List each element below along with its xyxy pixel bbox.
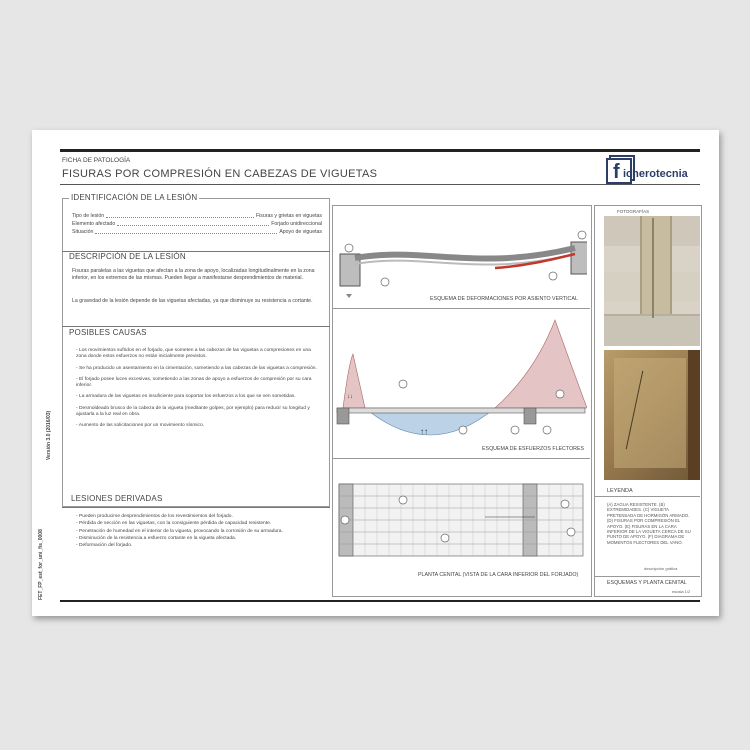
descripcion-title: DESCRIPCIÓN DE LA LESIÓN [69,252,186,261]
derivada-item: - Penetración de humedad en el interior de la vigueta, provocando la corrosión de su armadura. [76,528,283,534]
id-row-value: Apoyo de viguetas [279,229,322,235]
ficha-label: FICHA DE PATOLOGÍA [62,157,131,164]
bending-caption: ESQUEMA DE ESFUERZOS FLECTORES [482,446,585,452]
derivadas-list [76,514,326,550]
leyenda-note: descripción gráfica [644,566,678,571]
svg-text:↑↑: ↑↑ [420,427,428,436]
svg-text:↓↓: ↓↓ [347,394,353,400]
page-title: FISURAS POR COMPRESIÓN EN CABEZAS DE VIGUETAS [62,168,378,180]
plan-caption: PLANTA CENITAL (VISTA DE LA CARA INFERIOR DEL FORJADO) [418,572,579,578]
cause-item: - Los movimientos sufridos en el forjado, que someten a las cabezas de las viguetas a compresiones en una zona donde estos esfuerzos no están inicialmente previstos. [76,348,311,360]
descripcion-p2: La gravedad de la lesión depende de las viguetas afectadas, ya que disminuye su resistencia a cortante. [72,298,313,304]
id-row-value: Forjado unidireccional [271,221,322,227]
divider [594,496,700,497]
logo-wordmark: icherotecnia [623,168,688,180]
divider [62,507,330,508]
header-top-rule [60,149,700,152]
derivada-item: - Pueden producirse desprendimientos de los revestimientos del forjado. [76,514,233,519]
id-row-label: Elemento afectado [72,221,116,227]
divider [332,308,590,309]
causas-list [76,348,322,435]
deformation-diagram [335,210,587,305]
deformation-caption: ESQUEMA DE DEFORMACIONES POR ASIENTO VERTICAL [430,296,578,302]
identificacion-rows [72,212,322,236]
ficherotecnia-logo [606,154,706,184]
bending-moment-diagram [335,312,587,452]
id-row-label: Situación [72,229,94,235]
leyenda-text: (A) ZAGUA RESISTENTE. (B) EXTREMIDADES. (C) VIGUETA PRETENSADA DE HORMIGÓN ARMADO. (D) FISURAS POR COMPRESIÓN EL APOYO. (E) FISURAS EN LA CARA INFERIOR DE LA VIGUETA CERCA DE SU PUNTO DE APOYO. (F) DIAGRAMA DE MOMENTOS FLECTORES DEL VANO. [607,502,691,545]
derivada-item: - Disminución de la resistencia a esfuerzo cortante en la vigueta afectada. [76,535,237,541]
photo-beam-top [604,216,700,346]
derivadas-title: LESIONES DERIVADAS [71,494,163,503]
plan-view-diagram [335,470,587,570]
photos-label: FOTOGRAFÍAS [617,209,650,214]
footer-rule [60,600,700,602]
photo-crack-detail [604,350,700,480]
cause-item: - El forjado posee luces excesivas, sometiendo a las zonas de apoyo a esfuerzos de compresión por su cara inferior. [76,376,312,389]
pathology-sheet [32,130,719,616]
right-footer: ESQUEMAS Y PLANTA CENITAL [607,580,687,586]
right-footer-small: escala 1/2 [672,589,691,594]
descripcion-p1: Fisuras paralelas a las viguetas que afectan a la zona de apoyo, localizadas longitudinalmente en la zona inferior, en los extremos de las mismas. Pueden llegar a manifestarse desprendimientos de material. [72,268,315,281]
svg-text:f: f [613,161,620,183]
divider [332,458,590,459]
id-row [72,228,322,236]
id-row-label: Tipo de lesión [72,213,105,219]
side-code-text: FET_FP_est_for_uni_fis_0008 [38,529,44,600]
identificacion-title: IDENTIFICACIÓN DE LA LESIÓN [71,193,198,202]
cause-item: - Aumento de las solicitaciones por un movimiento sísmico. [76,423,205,429]
leyenda-title: LEYENDA [607,488,633,494]
cause-item: - Se ha producido un asentamiento en la cimentación, sometiendo a las cabezas de las viguetas a compresión. [76,365,317,371]
side-version: Versión 3.0 (2016/03) [46,410,52,460]
causas-title: POSIBLES CAUSAS [69,328,147,337]
derivada-item: - Deformación del forjado. [76,543,133,549]
id-row [72,220,322,228]
id-row [72,212,322,220]
side-code [38,529,44,600]
divider [594,576,700,577]
id-row-value: Fisuras y grietas en viguetas [255,213,322,219]
derivada-item: - Pérdida de sección en las viguetas, con la consiguiente pérdida de capacidad resistente. [76,521,272,527]
divider [62,326,330,327]
header-bottom-rule [60,184,700,185]
cause-item: - La armadura de las viguetas es insuficiente para soportar los esfuerzos a los que se ven sometidas. [76,394,296,400]
cause-item: - Desmoldeado brusco de la cabeza de la vigueta (meditante golpes, por ejemplo) para reducir su longitud y ajustarla a la luz real en obra. [76,405,310,418]
